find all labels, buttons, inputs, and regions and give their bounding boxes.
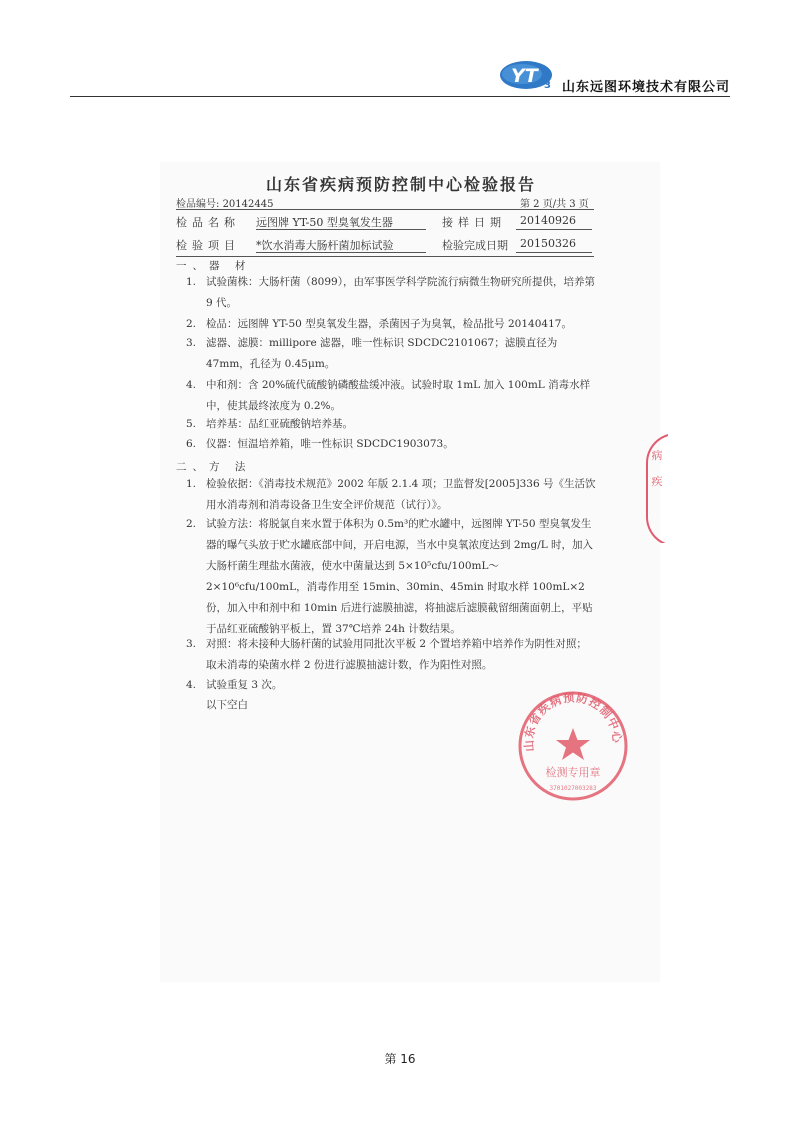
underline-test-item (256, 252, 426, 253)
company-name: 山东远图环境技术有限公司 (562, 80, 731, 95)
official-seal-stamp (517, 690, 629, 802)
test-item-label: 检验项目 (176, 239, 240, 252)
item-number: 3. (186, 638, 197, 650)
company-header (70, 58, 730, 97)
underline-complete-date (516, 252, 592, 253)
list-item (186, 634, 596, 676)
underline-receive-date (516, 229, 592, 230)
list-item (186, 314, 596, 335)
item-number: 6. (186, 438, 197, 450)
company-logo (498, 58, 560, 92)
receive-date-value: 20140926 (520, 214, 576, 227)
rule-top (176, 209, 594, 210)
item-text: 培养基：品红亚硫酸钠培养基。 (206, 418, 353, 430)
item-text: 试验方法：将脱氯自来水置于体积为 0.5m³的贮水罐中，远图牌 YT-50 型臭氧发生器的曝气头放于贮水罐底部中间，开启电源，当水中臭氧浓度达到 2mg/L 时，加入大肠杆菌生理盐水菌液，使水中菌量达到 5×10⁵cfu/100mL～2×10⁶cfu/100mL，消毒作用至 15min、30min、45min 时取水样 100mL×2 份，加入中和剂中和 10min 后进行滤膜抽滤，将抽滤后滤膜截留细菌面朝上，平贴于品红亚硫酸钠平板上，置 37℃培养 24h 计数结果。 (206, 518, 594, 635)
underline-sample-name (256, 229, 426, 230)
partial-seal-stamp (646, 433, 668, 543)
list-item (186, 375, 596, 417)
page-info: 第 2 页/共 3 页 (520, 199, 589, 210)
item-text: 对照：将未接种大肠杆菌的试验用同批次平板 2 个置培养箱中培养作为阴性对照；取未消毒的染菌水样 2 份进行滤膜抽滤计数，作为阳性对照。 (206, 638, 587, 671)
item-text: 检验依据：《消毒技术规范》2002 年版 2.1.4 项；卫监督发[2005]336 号《生活饮用水消毒剂和消毒设备卫生安全评价规范（试行）》。 (206, 478, 596, 511)
item-text: 试验菌株：大肠杆菌（8099），由军事医学科学院流行病微生物研究所提供，培养第 9 代。 (206, 276, 595, 309)
test-item-value: *饮水消毒大肠杆菌加标试验 (256, 239, 394, 252)
item-number: 2. (186, 518, 197, 530)
page-number: 第 16 (384, 1052, 416, 1066)
list-item (186, 414, 596, 435)
report-number-value: 20142445 (222, 199, 274, 210)
logo-subscript: 3 (544, 80, 551, 91)
report-number-label: 检品编号: (176, 199, 220, 210)
item-number: 4. (186, 379, 197, 391)
item-number: 1. (186, 276, 197, 288)
item-number: 3. (186, 337, 197, 349)
item-text: 滤器、滤膜：millipore 滤器，唯一性标识 SDCDC2101067；滤膜直径为 47mm，孔径为 0.45μm。 (206, 337, 558, 370)
section-equipment-title: 一、器 材 (176, 260, 252, 272)
item-number: 2. (186, 318, 197, 330)
sample-name-label: 检品名称 (176, 216, 240, 229)
list-item (186, 333, 596, 375)
item-number: 5. (186, 418, 197, 430)
logo-text: YT (511, 65, 538, 87)
seal-purpose-text: 检测专用章 (545, 766, 601, 779)
receive-date-label: 接样日期 (442, 216, 506, 229)
sample-name-value: 远图牌 YT-50 型臭氧发生器 (256, 216, 393, 229)
report-title: 山东省疾病预防控制中心检验报告 (265, 175, 536, 194)
rule-info-bottom (176, 256, 594, 257)
item-text: 试验重复 3 次。 (206, 679, 283, 691)
item-number: 1. (186, 478, 197, 490)
partial-seal-text: 病疾 (651, 449, 663, 488)
complete-date-value: 20150326 (520, 237, 576, 250)
seal-org-text: 山东省疾病预防控制中心 (521, 690, 625, 753)
list-item (186, 514, 596, 640)
complete-date-label: 检验完成日期 (442, 239, 508, 252)
list-item (186, 434, 596, 455)
seal-star-icon (556, 728, 590, 760)
end-note: 以下空白 (206, 699, 248, 711)
list-item (186, 474, 596, 516)
item-text: 中和剂：含 20%硫代硫酸钠磷酸盐缓冲液。试验时取 1mL 加入 100mL 消毒水样中，使其最终浓度为 0.2%。 (206, 379, 591, 412)
list-item (186, 272, 596, 314)
section-method-title: 二、方 法 (176, 461, 252, 473)
item-number: 4. (186, 679, 197, 691)
item-text: 仪器：恒温培养箱，唯一性标识 SDCDC1903073。 (206, 438, 454, 450)
report-number (176, 195, 273, 210)
seal-serial: 3701027003283 (549, 785, 597, 792)
item-text: 检品：远图牌 YT-50 型臭氧发生器，杀菌因子为臭氧，检品批号 20140417。 (206, 318, 572, 330)
